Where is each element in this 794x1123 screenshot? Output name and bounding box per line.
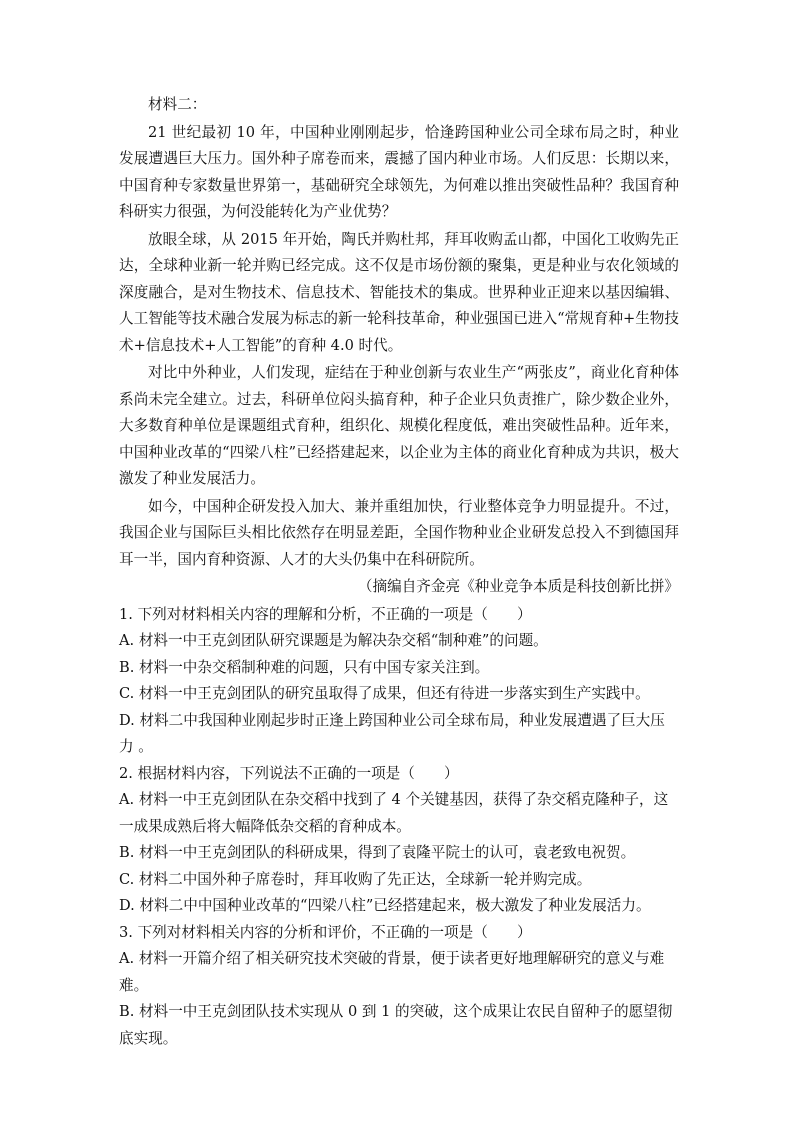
option-c: C. 材料一中王克剑团队的研究虽取得了成果，但还有待进一步落实到生产实践中。 — [119, 685, 650, 702]
question-stem: 3. 下列对材料相关内容的分析和评价，不正确的一项是（ ） — [119, 923, 532, 941]
option-a: A. 材料一中王克剑团队在杂交稻中找到了 4 个关键基因，获得了杂交稻克隆种子，这一成果成熟后将大幅降低杂交稻的育种成本。 — [119, 791, 669, 835]
paragraph-2: 放眼全球，从 2015 年开始，陶氏并购杜邦，拜耳收购孟山都，中国化工收购先正达，全球种业新一轮并购已经完成。这不仅是市场份额的聚集，更是种业与农化领域的深度融合，是对生物技术、信息技术、智能技术的集成。世界种业正迎来以基因编辑、人工智能等技术融合发展为标志的新一轮科技革命，种业强国已进入“常规育种+生物技术+信息技术+人工智能”的育种 4.0 时代。 — [119, 230, 679, 354]
option-b: B. 材料一中王克剑团队技术实现从 0 到 1 的突破，这个成果让农民自留种子的愿望彻底实现。 — [119, 1003, 673, 1047]
option-b: B. 材料一中杂交稻制种难的问题，只有中国专家关注到。 — [119, 658, 490, 676]
paragraph-3: 对比中外种业，人们发现，症结在于种业创新与农业生产“两张皮”，商业化育种体系尚未完全建立。过去，科研单位闷头搞育种，种子企业只负责推广，除少数企业外，大多数育种单位是课题组式育种，组织化、规模化程度低，难出突破性品种。近年来，中国种业改革的“四梁八柱”已经搭建起来，以企业为主体的商业化育种成为共识，极大激发了种业发展活力。 — [119, 364, 679, 487]
option-d: D. 材料二中我国种业刚起步时正逢上跨国种业公司全球布局，种业发展遭遇了巨大压力 。 — [119, 711, 665, 755]
option-b: B. 材料一中王克剑团队的科研成果，得到了袁隆平院士的认可，袁老致电祝贺。 — [119, 844, 636, 861]
paragraph-4: 如今，中国种企研发投入加大、兼并重组加快，行业整体竞争力明显提升。不过，我国企业与国际巨头相比依然存在明显差距，全国作物种业企业研发总投入不到德国拜耳一半，国内育种资源、人才的大头仍集中在科研院所。 — [119, 497, 679, 568]
document-content — [119, 92, 679, 1052]
option-a: A. 材料一中王克剑团队研究课题是为解决杂交稻“制种难”的问题。 — [119, 632, 548, 649]
question-stem: 2. 根据材料内容，下列说法不正确的一项是（ ） — [119, 764, 459, 782]
option-a: A. 材料一开篇介绍了相关研究技术突破的背景，便于读者更好地理解研究的意义与难难。 — [119, 950, 665, 994]
option-c: C. 材料二中国外种子席卷时，拜耳收购了先正达，全球新一轮并购完成。 — [119, 870, 592, 888]
question-1 — [119, 602, 679, 761]
source-citation: （摘编自齐金亮《种业竞争本质是科技创新比拼》 — [357, 578, 679, 595]
paragraph-1: 21 世纪最初 10 年，中国种业刚刚起步，恰逢跨国种业公司全球布局之时，种业发展遭遇巨大压力。国外种子席卷而来，震撼了国内种业市场。人们反思：长期以来，中国育种专家数量世界第一，基础研究全球领先，为何难以推出突破性品种？我国育种科研实力很强，为何没能转化为产业优势？ — [119, 123, 679, 220]
question-stem: 1. 下列对材料相关内容的理解和分析，不正确的一项是（ ） — [119, 605, 532, 623]
option-d: D. 材料二中中国种业改革的“四梁八柱”已经搭建起来，极大激发了种业发展活力。 — [119, 897, 651, 914]
material-heading: 材料二： — [148, 96, 207, 113]
question-3 — [119, 920, 679, 1053]
question-2 — [119, 761, 679, 920]
